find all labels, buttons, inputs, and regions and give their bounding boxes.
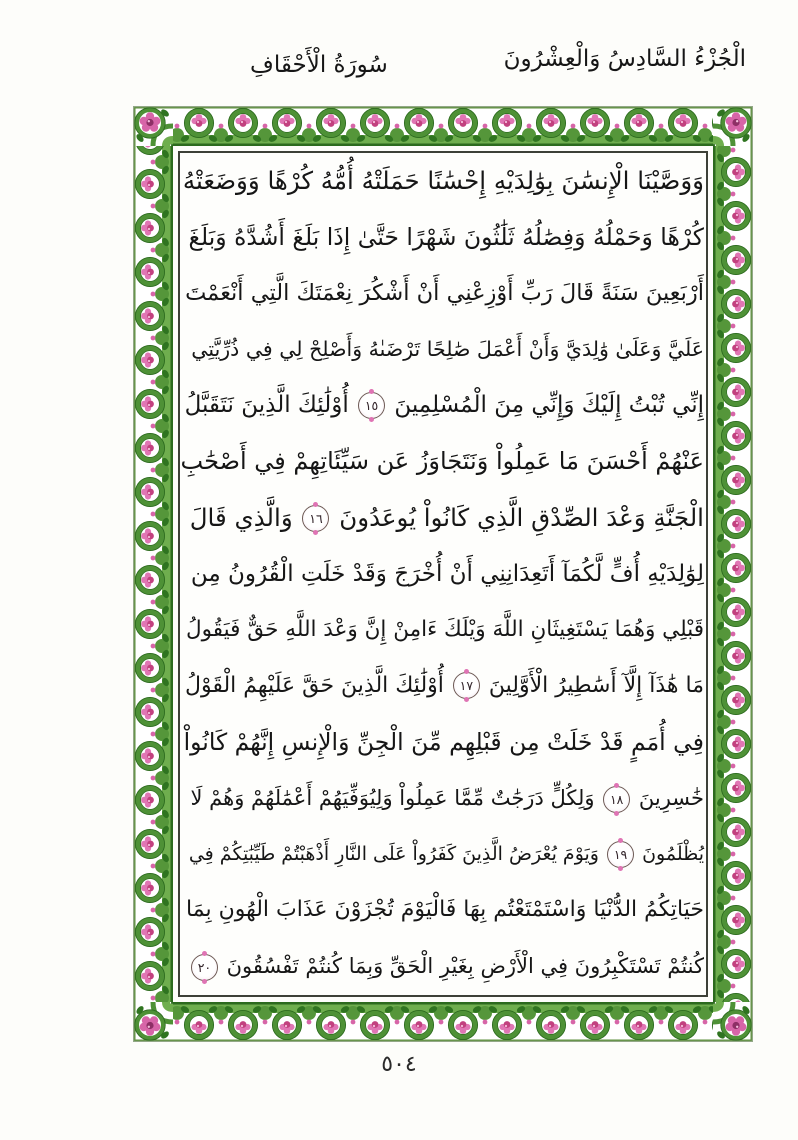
decorative-frame [133,106,753,1042]
surah-header: سُورَةُ الْأَحْقَافِ [250,52,388,78]
quran-line-10: مَا هَٰذَآ إِلَّآ أَسَٰطِيرُ الْأَوَّلِينَ ١٧ أُوْلَٰئِكَ الَّذِينَ حَقَّ عَلَيْهِمُ الْقَوْلُ [184,672,704,698]
ayah-marker: ١٥ [358,392,385,419]
quran-line-6: عَنْهُمْ أَحْسَنَ مَا عَمِلُواْ وَنَتَجَاوَزُ عَن سَيِّئَاتِهِمْ فِي أَصْحَٰبِ [180,447,704,476]
quran-line-14: حَيَاتِكُمُ الدُّنْيَا وَاسْتَمْتَعْتُم بِهَا فَالْيَوْمَ تُجْزَوْنَ عَذَابَ الْهُونِ بِمَا [186,897,704,923]
ayah-marker: ١٧ [453,672,480,699]
quran-line-2: كُرْهًا وَحَمْلُهُ وَفِصَٰلُهُ ثَلَٰثُونَ شَهْرًا حَتَّىٰ إِذَا بَلَغَ أَشُدَّهُ وَبَلَغَ [188,223,704,252]
quran-line-5: إِنِّي تُبْتُ إِلَيْكَ وَإِنِّي مِنَ الْمُسْلِمِينَ ١٥ أُوْلَٰئِكَ الَّذِينَ نَتَقَبَّلُ [184,392,704,419]
quran-line-13: يُظْلَمُونَ ١٩ وَيَوْمَ يُعْرَضُ الَّذِينَ كَفَرُواْ عَلَى النَّارِ أَذْهَبْتُمْ طَيِّبَٰتِكُمْ فِي [182,826,704,882]
ayah-marker: ١٩ [607,841,634,868]
quran-line-12: خَٰسِرِينَ ١٨ وَلِكُلٍّ دَرَجَٰتٌ مِّمَّا عَمِلُواْ وَلِيُوَفِّيَهُمْ أَعْمَٰلَهُمْ وَهُمْ لَا [182,770,704,826]
quran-line-7: الْجَنَّةِ وَعْدَ الصِّدْقِ الَّذِي كَانُواْ يُوعَدُونَ ١٦ وَالَّذِي قَالَ [189,502,704,532]
quran-text-area [182,153,704,995]
quran-line-15: كُنتُمْ تَسْتَكْبِرُونَ فِي الْأَرْضِ بِغَيْرِ الْحَقِّ وَبِمَا كُنتُمْ تَفْسُقُونَ ٢٠ [182,938,704,994]
ayah-marker: ١٨ [603,786,630,813]
quran-line-1: وَوَصَّيْنَا الْإِنسَٰنَ بِوَٰلِدَيْهِ إِحْسَٰنًا حَمَلَتْهُ أُمُّهُ كُرْهًا وَوَضَعَتْهُ [182,166,704,195]
juz-header: الْجُزْءُ السَّادِسُ وَالْعِشْرُونَ [503,46,746,72]
quran-line-8: لِوَٰلِدَيْهِ أُفٍّ لَّكُمَآ أَتَعِدَانِنِي أَنْ أُخْرَجَ وَقَدْ خَلَتِ الْقُرُونُ مِن [190,560,704,587]
quran-line-4: عَلَيَّ وَعَلَىٰ وَٰلِدَيَّ وَأَنْ أَعْمَلَ صَٰلِحًا تَرْضَىٰهُ وَأَصْلِحْ لِي فِي ذُرِّيَّتِي [191,337,704,362]
ayah-marker: ١٦ [302,505,329,532]
ayah-marker: ٢٠ [191,954,218,981]
page-number: ٥٠٤ [381,1052,417,1077]
quran-line-9: قَبْلِي وَهُمَا يَسْتَغِيثَانِ اللَّهَ وَيْلَكَ ءَامِنْ إِنَّ وَعْدَ اللَّهِ حَقٌّ فَيَقُولُ [186,616,704,642]
quran-line-3: أَرْبَعِينَ سَنَةً قَالَ رَبِّ أَوْزِعْنِي أَنْ أَشْكُرَ نِعْمَتَكَ الَّتِي أَنْعَمْتَ [185,280,704,307]
quran-line-11: فِي أُمَمٍ قَدْ خَلَتْ مِن قَبْلِهِم مِّنَ الْجِنِّ وَالْإِنسِ إِنَّهُمْ كَانُواْ [183,727,704,756]
